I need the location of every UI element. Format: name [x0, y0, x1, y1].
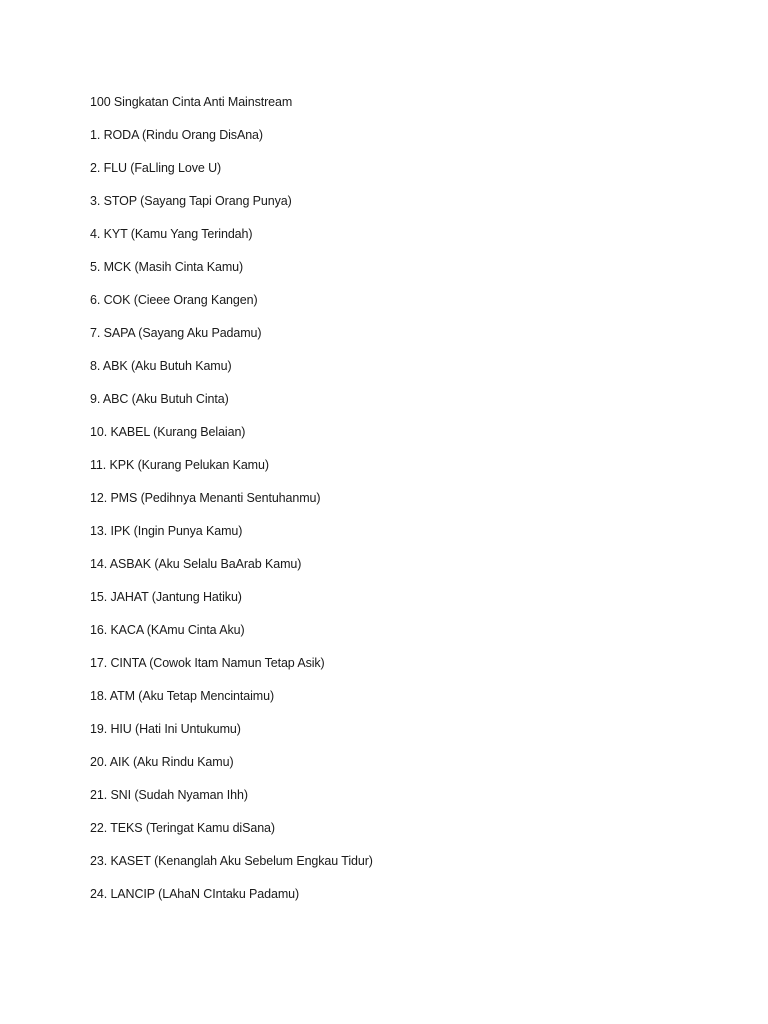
list-item: 12. PMS (Pedihnya Menanti Sentuhanmu) — [90, 491, 321, 505]
list-item: 1. RODA (Rindu Orang DisAna) — [90, 128, 263, 142]
list-item: 9. ABC (Aku Butuh Cinta) — [90, 392, 229, 406]
document-body — [90, 94, 710, 919]
list-item: 5. MCK (Masih Cinta Kamu) — [90, 260, 244, 274]
list-item: 4. KYT (Kamu Yang Terindah) — [90, 227, 253, 241]
list-item: 6. COK (Cieee Orang Kangen) — [90, 293, 258, 307]
list-item: 21. SNI (Sudah Nyaman Ihh) — [90, 788, 248, 802]
list-item: 16. KACA (KAmu Cinta Aku) — [90, 623, 245, 637]
list-item: 19. HIU (Hati Ini Untukumu) — [90, 722, 241, 736]
list-item: 11. KPK (Kurang Pelukan Kamu) — [90, 458, 269, 472]
list-item: 2. FLU (FaLling Love U) — [90, 161, 222, 175]
list-item: 24. LANCIP (LAhaN CIntaku Padamu) — [90, 887, 300, 901]
list-item: 17. CINTA (Cowok Itam Namun Tetap Asik) — [90, 656, 325, 670]
list-item: 18. ATM (Aku Tetap Mencintaimu) — [90, 689, 275, 703]
list-item: 20. AIK (Aku Rindu Kamu) — [90, 755, 234, 769]
document-title: 100 Singkatan Cinta Anti Mainstream — [90, 95, 293, 109]
list-item: 10. KABEL (Kurang Belaian) — [90, 425, 246, 439]
list-item: 13. IPK (Ingin Punya Kamu) — [90, 524, 243, 538]
list-item: 15. JAHAT (Jantung Hatiku) — [90, 590, 242, 604]
list-item: 14. ASBAK (Aku Selalu BaArab Kamu) — [90, 557, 302, 571]
list-item: 22. TEKS (Teringat Kamu diSana) — [90, 821, 275, 835]
list-item: 8. ABK (Aku Butuh Kamu) — [90, 359, 232, 373]
list-item: 23. KASET (Kenanglah Aku Sebelum Engkau Tidur) — [90, 854, 373, 868]
list-item: 3. STOP (Sayang Tapi Orang Punya) — [90, 194, 292, 208]
list-item: 7. SAPA (Sayang Aku Padamu) — [90, 326, 262, 340]
